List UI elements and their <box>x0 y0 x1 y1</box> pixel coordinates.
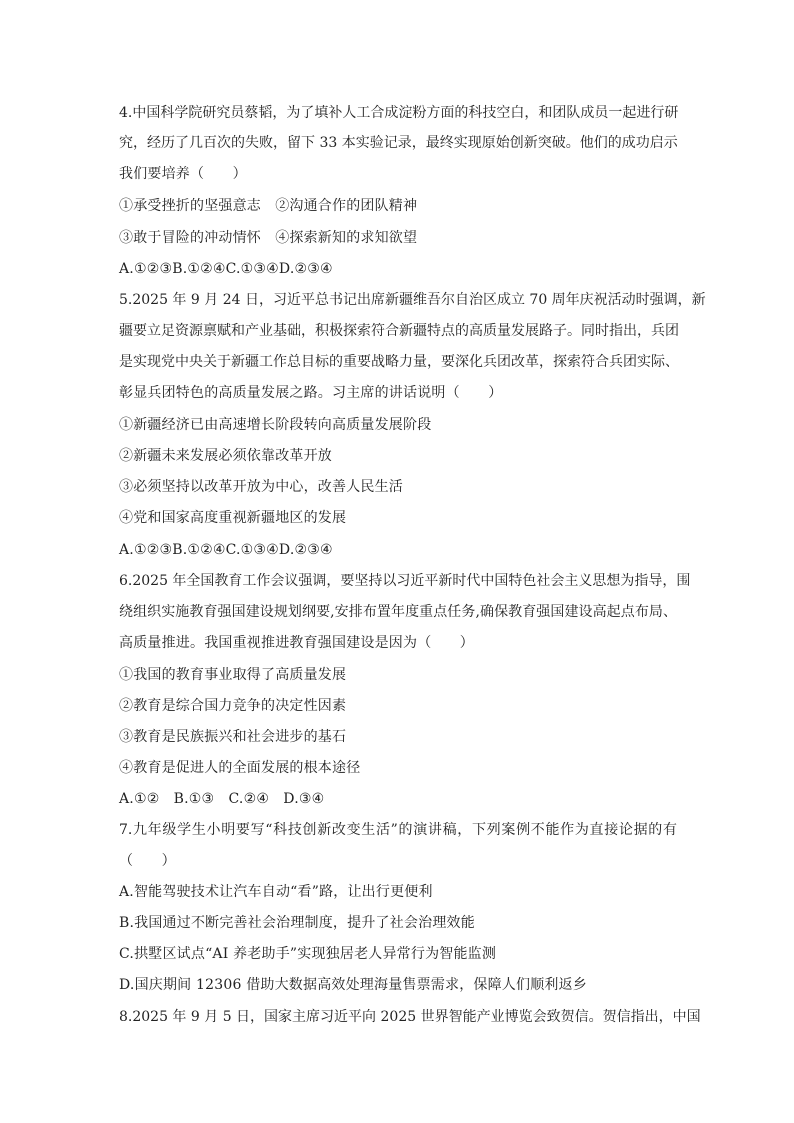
question-5-statement-4: ④党和国家高度重视新疆地区的发展 <box>119 510 347 526</box>
question-8-stem-line-1: 8.2025 年 9 月 5 日，国家主席习近平向 2025 世界智能产业博览会致贺信。贺信指出，中国 <box>119 1009 701 1025</box>
question-6-statement-3: ③教育是民族振兴和社会进步的基石 <box>119 729 347 745</box>
question-5-stem-line-4: 彰显兵团特色的高质量发展之路。习主席的讲话说明（ ） <box>119 385 503 401</box>
question-4-answer-choices: A.①②③B.①②④C.①③④D.②③④ <box>119 261 333 277</box>
question-5-statement-2: ②新疆未来发展必须依靠改革开放 <box>119 448 332 464</box>
question-4-stem-line-3: 我们要培养（ ） <box>119 166 247 182</box>
question-4-statements-1-2: ①承受挫折的坚强意志 ②沟通合作的团队精神 <box>119 198 418 214</box>
question-6-statement-1: ①我国的教育事业取得了高质量发展 <box>119 667 347 683</box>
question-5-stem-line-2: 疆要立足资源禀赋和产业基础，积极探索符合新疆特点的高质量发展路子。同时指出，兵团 <box>119 323 679 339</box>
question-4-stem-line-1: 4.中国科学院研究员蔡韬，为了填补人工合成淀粉方面的科技空白，和团队成员一起进行研 <box>119 105 679 121</box>
question-4-stem-line-2: 究，经历了几百次的失败，留下 33 本实验记录，最终实现原始创新突破。他们的成功启示 <box>119 135 678 151</box>
question-7-stem-line-1: 7.九年级学生小明要写“科技创新改变生活”的演讲稿，下列案例不能作为直接论据的有 <box>119 822 677 838</box>
question-6-statement-2: ②教育是综合国力竞争的决定性因素 <box>119 698 347 714</box>
question-7-option-c: C.拱墅区试点“AI 养老助手”实现独居老人异常行为智能监测 <box>119 946 497 962</box>
question-7-option-d: D.国庆期间 12306 借助大数据高效处理海量售票需求，保障人们顺利返乡 <box>119 977 588 993</box>
question-7-option-a: A.智能驾驶技术让汽车自动“看”路，让出行更便利 <box>119 884 433 900</box>
question-5-statement-3: ③必须坚持以改革开放为中心，改善人民生活 <box>119 479 403 495</box>
question-4-statements-3-4: ③敢于冒险的冲动情怀 ④探索新知的求知欲望 <box>119 230 418 246</box>
question-5-answer-choices: A.①②③B.①②④C.①③④D.②③④ <box>119 542 333 558</box>
question-6-stem-line-1: 6.2025 年全国教育工作会议强调，要坚持以习近平新时代中国特色社会主义思想为指导，围 <box>119 573 691 589</box>
question-7-stem-line-2: （ ） <box>119 853 176 869</box>
question-5-stem-line-3: 是实现党中央关于新疆工作总目标的重要战略力量，要深化兵团改革，探索符合兵团实际、 <box>119 354 679 370</box>
question-7-option-b: B.我国通过不断完善社会治理制度，提升了社会治理效能 <box>119 915 475 931</box>
question-5-stem-line-1: 5.2025 年 9 月 24 日，习近平总书记出席新疆维吾尔自治区成立 70 周年庆祝活动时强调，新 <box>119 292 706 308</box>
question-6-stem-line-3: 高质量推进。我国重视推进教育强国建设是因为（ ） <box>119 635 474 651</box>
question-6-stem-line-2: 绕组织实施教育强国建设规划纲要,安排布置年度重点任务,确保教育强国建设高起点布局、 <box>119 604 677 620</box>
question-6-statement-4: ④教育是促进人的全面发展的根本途径 <box>119 760 361 776</box>
question-6-answer-choices: A.①② B.①③ C.②④ D.③④ <box>119 791 325 807</box>
question-5-statement-1: ①新疆经济已由高速增长阶段转向高质量发展阶段 <box>119 417 432 433</box>
